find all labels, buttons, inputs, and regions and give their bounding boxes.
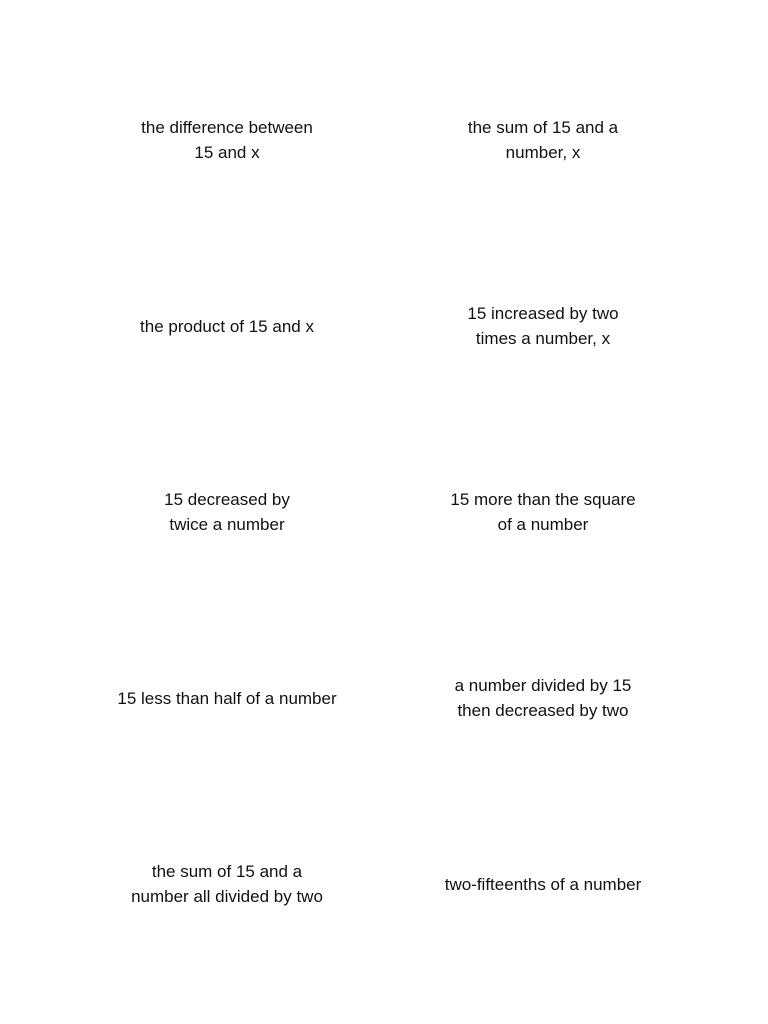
card-two-fifteenths xyxy=(430,854,656,914)
card-15-less-than-half xyxy=(110,668,344,728)
card-text: the difference between 15 and x xyxy=(141,118,313,162)
card-text: the sum of 15 and a number all divided by two xyxy=(131,862,323,906)
card-sum-15-number xyxy=(430,110,656,170)
card-text: the sum of 15 and a number, x xyxy=(467,118,619,162)
card-text: 15 increased by two times a number, x xyxy=(467,304,619,348)
card-difference-15-x xyxy=(110,110,344,170)
card-text: a number divided by 15 then decreased by two xyxy=(454,676,632,720)
card-text: 15 less than half of a number xyxy=(117,688,337,708)
card-text: the product of 15 and x xyxy=(140,316,314,336)
card-sum-divided-by-two xyxy=(110,854,344,914)
card-15-increased-by-two-times xyxy=(430,296,656,356)
card-text: 15 more than the square of a number xyxy=(450,490,636,534)
card-product-15-x xyxy=(110,296,344,356)
card-15-more-than-square xyxy=(430,482,656,542)
card-text: 15 decreased by twice a number xyxy=(164,490,290,534)
card-number-divided-by-15 xyxy=(430,668,656,728)
card-text: two-fifteenths of a number xyxy=(444,874,642,894)
card-15-decreased-by-twice xyxy=(110,482,344,542)
